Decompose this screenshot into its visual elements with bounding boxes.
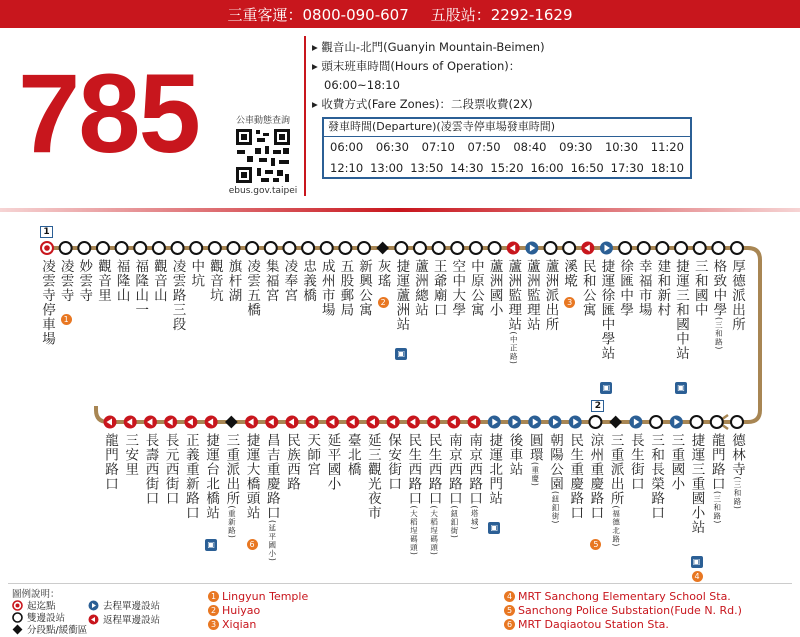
footnote-4: 4 MRT Sanchong Elementary School Sta. [504, 590, 731, 603]
stop-name: 五股郵局 [337, 259, 354, 317]
stop-name: 蘆洲監理站(中正路) [505, 259, 522, 365]
stop-name: 天師宮 [304, 433, 321, 477]
stop-name: 德林寺(三和路) [729, 433, 745, 510]
footnote-5: 5 Sanchong Police Substation(Fude N. Rd.) [504, 604, 742, 617]
stop-marker [407, 416, 420, 429]
note-marker: 3 [564, 297, 575, 308]
stop-name: 長壽西街口 [142, 433, 159, 506]
stop-name: 臺北橋 [344, 433, 361, 477]
stop-name: 妙雲寺 [76, 259, 93, 303]
stop-marker [468, 416, 481, 429]
stop-name: 三重派出所(福德北路) [607, 433, 624, 548]
stop-marker [358, 242, 370, 254]
stop-name: 捷運三重國小站 [688, 433, 705, 535]
stop-name: 新興公寓 [356, 259, 373, 317]
stop-name: 旗杆湖 [225, 259, 242, 303]
departure-table [322, 117, 692, 179]
stop-name: 三安里 [122, 433, 139, 477]
stop-name: 三和國中 [691, 259, 708, 317]
stop-marker [124, 416, 137, 429]
stop-name: 後車站 [506, 433, 523, 477]
qr-url: ebus.gov.taipei [228, 186, 298, 196]
note-marker: 6 [247, 539, 258, 550]
stop-marker [433, 242, 445, 254]
stop-marker [172, 242, 184, 254]
departure-time: 10:30 [604, 140, 639, 154]
mrt-icon: ▣ [675, 382, 687, 394]
stop-marker [507, 242, 520, 255]
departure-time: 13:00 [370, 161, 404, 175]
stop-marker [346, 416, 359, 429]
stop-name: 福隆山 [113, 259, 130, 303]
stop-name: 南京西路口(塔城) [466, 433, 483, 531]
stop-name: 凌雲寺停車場 [39, 259, 55, 346]
stop-marker [508, 416, 521, 429]
stop-marker [376, 242, 389, 255]
stop-marker [638, 242, 650, 254]
stop-marker [306, 416, 319, 429]
route-info [312, 38, 545, 114]
route-number: 785 [18, 51, 199, 176]
stop-name: 溪墘 [561, 259, 578, 288]
section-point-icon [12, 624, 23, 635]
stop-name: 民和公寓 [579, 259, 596, 317]
note-marker: 2 [378, 297, 389, 308]
stop-name: 觀音坑 [206, 259, 223, 303]
stop-marker [489, 242, 501, 254]
note-marker: 5 [590, 539, 601, 550]
segment-marker: 2 [591, 400, 604, 412]
stop-marker [619, 242, 631, 254]
stop-name: 凌雲五橋 [244, 259, 261, 317]
mrt-icon: ▣ [488, 522, 500, 534]
stop-name: 灰瑤 [374, 259, 391, 288]
note-marker: 4 [692, 571, 703, 582]
stop-marker [656, 242, 668, 254]
stop-name: 捷運徐匯中學站 [598, 259, 615, 361]
departure-time: 07:10 [421, 140, 455, 154]
departure-row-2 [324, 158, 690, 179]
footnote-1: 1 Lingyun Temple [208, 590, 308, 603]
stop-marker [569, 416, 582, 429]
stop-marker [78, 242, 90, 254]
departure-time: 17:30 [610, 161, 644, 175]
stop-name: 空中大學 [449, 259, 466, 317]
stop-marker [134, 242, 146, 254]
qr-code-icon[interactable] [235, 128, 291, 184]
stop-marker [225, 416, 238, 429]
stop-marker [326, 416, 339, 429]
return-stop-icon [88, 614, 99, 625]
note-marker: 1 [61, 314, 72, 325]
stop-name: 幸福市場 [635, 259, 652, 317]
stop-marker [190, 242, 202, 254]
departure-time: 06:30 [375, 140, 409, 154]
legend-both-label: 雙邊設站 [27, 613, 66, 624]
both-sides-stop-icon [12, 612, 23, 623]
hours-label: ▸ 頭末班車時間(Hours of Operation)： [312, 59, 521, 73]
stop-name: 王爺廟口 [430, 259, 447, 317]
departure-time: 15:20 [490, 161, 524, 175]
stop-marker [629, 416, 642, 429]
stop-name: 涼州重慶路口 [587, 433, 604, 520]
departure-time: 12:10 [330, 161, 364, 175]
stop-name: 朝陽公園(鈕釦街) [546, 433, 563, 525]
stop-marker [265, 416, 278, 429]
stop-name: 凌奉宮 [281, 259, 298, 303]
legend-section-label: 分段點/緩衝區 [27, 625, 88, 636]
stop-marker [600, 242, 613, 255]
stop-name: 長生街口 [627, 433, 644, 491]
stop-marker [731, 242, 743, 254]
stop-name: 中原公寓 [467, 259, 484, 317]
stop-marker [321, 242, 333, 254]
stop-marker [528, 416, 541, 429]
stop-marker [545, 242, 557, 254]
legend-title: 圖例說明： [12, 589, 60, 600]
divider [304, 36, 306, 196]
stop-marker [711, 416, 723, 428]
route-endpoints: ▸ 觀音山-北門(Guanyin Mountain-Beimen) [312, 40, 545, 54]
stop-name: 中坑 [188, 259, 205, 288]
segment-marker: 1 [40, 226, 53, 238]
stop-marker [227, 242, 239, 254]
stop-name: 三和長榮路口 [648, 433, 665, 520]
departure-row-1 [324, 137, 690, 158]
stop-name: 蘆洲國小 [486, 259, 503, 317]
stop-name: 南京西路口(鈕釦街) [445, 433, 462, 539]
start-stop-icon [12, 600, 23, 611]
mrt-icon: ▣ [205, 539, 217, 551]
outbound-stop-icon [88, 600, 99, 611]
stop-name: 觀音山 [150, 259, 167, 303]
stop-marker [691, 416, 703, 428]
stop-marker [414, 242, 426, 254]
operator-phone: 三重客運：0800-090-607 [227, 5, 409, 24]
stop-marker [451, 242, 463, 254]
departure-time: 11:20 [650, 140, 684, 154]
stop-marker [164, 416, 177, 429]
stop-name: 捷運大橋頭站 [243, 433, 260, 520]
stop-marker [153, 242, 165, 254]
footnote-6: 6 MRT Daqiaotou Station Sta. [504, 618, 669, 631]
stop-marker [581, 242, 594, 255]
stop-marker [675, 242, 687, 254]
stop-marker [470, 242, 482, 254]
stop-marker [116, 242, 128, 254]
stop-marker [209, 242, 221, 254]
stop-marker [97, 242, 109, 254]
departure-time: 08:40 [513, 140, 547, 154]
stop-name: 蘆洲總站 [411, 259, 428, 317]
stop-marker [283, 242, 295, 254]
stop-name: 民生重慶路口 [567, 433, 584, 520]
stop-marker [302, 242, 314, 254]
stop-marker [144, 416, 157, 429]
stop-marker [60, 242, 72, 254]
stop-name: 格致中學(三和路) [710, 259, 727, 351]
stop-marker [589, 416, 601, 428]
stop-marker [41, 242, 53, 254]
legend [8, 583, 792, 636]
mrt-icon: ▣ [600, 382, 612, 394]
stop-marker [184, 416, 197, 429]
stop-name: 昌吉重慶路口(延平國小) [263, 433, 280, 562]
stop-marker [609, 416, 622, 429]
stop-name: 蘆洲派出所 [542, 259, 559, 332]
stop-marker [694, 242, 706, 254]
departure-title: 發車時間(Departure)(凌雲寺停車場發車時間) [324, 119, 690, 137]
route-track [47, 248, 760, 422]
legend-outbound [88, 598, 160, 612]
stop-name: 集福宮 [262, 259, 279, 303]
stop-marker [104, 416, 117, 429]
stop-name: 延三觀光夜市 [364, 433, 381, 520]
departure-time: 14:30 [450, 161, 484, 175]
stop-marker [525, 242, 538, 255]
mrt-icon: ▣ [395, 348, 407, 360]
stop-name: 民族西路 [284, 433, 301, 491]
stop-name: 成州市場 [318, 259, 335, 317]
stop-marker [205, 416, 218, 429]
stop-name: 捷運台北橋站 [203, 433, 220, 520]
stop-marker [712, 242, 724, 254]
stop-marker [650, 416, 662, 428]
legend-start-label: 起迄點 [27, 601, 56, 612]
stop-name: 建和新村 [654, 259, 671, 317]
departure-time: 13:50 [410, 161, 444, 175]
stop-name: 正義重新路口 [182, 433, 199, 520]
stop-name: 三重派出所(重新路) [223, 433, 240, 539]
legend-return [88, 612, 160, 626]
stop-name: 凌雲路三段 [169, 259, 186, 332]
departure-time: 07:50 [467, 140, 501, 154]
stop-name: 三重國小 [668, 433, 685, 491]
stop-name: 捷運三和國中站 [673, 259, 690, 361]
stop-name: 徐匯中學 [617, 259, 634, 317]
stop-name: 延平國小 [324, 433, 341, 491]
stop-name: 厚德派出所 [729, 259, 745, 332]
footnote-3: 3 Xiqian [208, 618, 256, 631]
header-rule [0, 208, 800, 212]
stop-name: 保安街口 [385, 433, 402, 491]
departure-time: 18:10 [650, 161, 684, 175]
departure-time: 16:00 [530, 161, 564, 175]
stop-marker [245, 416, 258, 429]
stop-marker [339, 242, 351, 254]
stop-name: 捷運蘆洲站 [393, 259, 410, 332]
stop-name: 福隆山一 [132, 259, 149, 317]
stop-marker [447, 416, 460, 429]
stop-name: 龍門路口 [102, 433, 118, 491]
legend-outbound-label: 去程單邊設站 [103, 601, 161, 612]
departure-time: 16:50 [570, 161, 604, 175]
stop-marker [387, 416, 400, 429]
stop-marker [395, 242, 407, 254]
stop-name: 民生西路口(大稻埕碼頭) [425, 433, 442, 556]
stop-name: 捷運北門站 [486, 433, 503, 506]
stop-name: 觀音里 [94, 259, 111, 303]
hours-value: 06:00~18:10 [324, 78, 400, 92]
stop-name: 圓環(重慶) [526, 433, 543, 487]
stop-marker [548, 416, 561, 429]
footnote-2: 2 Huiyao [208, 604, 260, 617]
stop-name: 忠義橋 [300, 259, 317, 303]
operator-banner [0, 0, 800, 28]
station-phone: 五股站：2292-1629 [430, 5, 573, 24]
stop-name: 龍門路口(三和路) [708, 433, 725, 525]
stop-name: 民生西路口(大稻埕碼頭) [405, 433, 422, 556]
stop-name: 長元西街口 [162, 433, 179, 506]
fare-zones: ▸ 收費方式(Fare Zones)：二段票收費(2X) [312, 97, 533, 111]
stop-marker [427, 416, 440, 429]
departure-time: 09:30 [559, 140, 593, 154]
stop-marker [488, 416, 501, 429]
legend-return-label: 返程單邊設站 [103, 615, 161, 626]
qr-caption: 公車動態查詢 [235, 116, 290, 126]
stop-name: 蘆洲監理站 [523, 259, 540, 332]
stop-marker [265, 242, 277, 254]
stop-marker [286, 416, 299, 429]
legend-section [12, 622, 87, 636]
route-map [0, 218, 800, 578]
stop-marker [366, 416, 379, 429]
departure-time: 06:00 [330, 140, 364, 154]
stop-marker [670, 416, 683, 429]
stop-marker [246, 242, 258, 254]
stop-name: 凌雲寺 [57, 259, 74, 303]
stop-marker [731, 416, 743, 428]
stop-marker [563, 242, 575, 254]
mrt-icon: ▣ [691, 556, 703, 568]
qr-block [228, 113, 298, 196]
